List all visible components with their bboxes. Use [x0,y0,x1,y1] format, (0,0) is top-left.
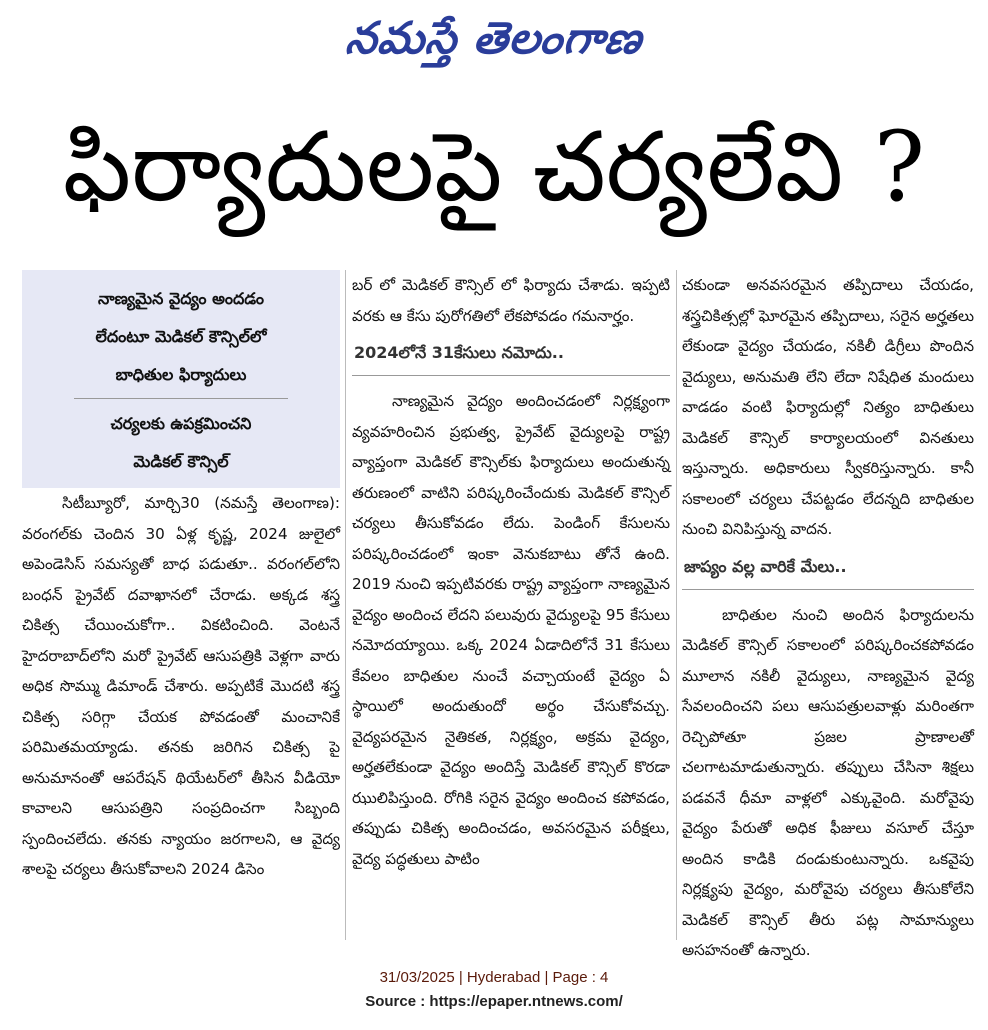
highlight-line: చర్యలకు ఉపక్రమించని [110,414,252,433]
article-paragraph: బర్ లో మెడికల్ కౌన్సిల్ లో ఫిర్యాదు చేశాడు. ఇప్పటి వరకు ఆ కేసు పురోగతిలో లేకపోవడం గమనార్హం. [352,276,670,325]
column-3 [682,270,974,966]
highlight-line: నాణ్యమైన వైద్యం అందడం [97,289,265,308]
subheading-rule [352,375,670,376]
footer-source-line: Source : https://epaper.ntnews.com/ [365,993,623,1010]
masthead-title: నమస్తే తెలంగాణ [343,13,645,64]
footer-date-line: 31/03/2025 | Hyderabad | Page : 4 [379,969,609,986]
headline: ఫిర్యాదులపై చర్యలేవి ? [62,111,926,223]
article-paragraph: సిటీబ్యూరో, మార్చి30 (నమస్తే తెలంగాణ): వరంగల్‌కు చెందిన 30 ఏళ్ల కృష్ణ, 2024 జులైలో అపెండెసిస్ సమస్యతో బాధ పడుతూ.. వరంగల్‌లోని బంధన్ ప్రైవేట్ దవాఖానలో చేరాడు. అక్కడ శస్త్ర చికిత్స చేయించుకోగా.. వికటించింది. వెంటనే హైదరాబాద్‌లోని మరో ప్రైవేట్ ఆసుపత్రికి వెళ్లగా వారు అధిక సొమ్ము డిమాండ్ చేశారు. అప్పటికే మొదటి శస్త్ర చికిత్స సరిగ్గా చేయక పోవడంతో మంచానికే పరిమితమయ్యాడు. తనకు జరిగిన చికిత్స పై అనుమానంతో ఆపరేషన్ థియేటర్‌లో తీసిన వీడియో కావాలని ఆసుపత్రిని సంప్రదించగా సిబ్బంది స్పందించలేదు. తనకు న్యాయం జరగాలని, ఆ వైద్య శాలపై చర్యలు తీసుకోవాలని 2024 డిసెం [22,494,340,878]
highlight-box [22,270,340,488]
column-1 [22,270,340,885]
column-2 [352,270,670,874]
subheading: 2024లోనే 31కేసులు నమోదు.. [354,343,564,362]
masthead-logo [0,8,988,70]
highlight-line: మెడికల్ కౌన్సిల్ [133,452,229,471]
footer [0,966,988,1014]
article-paragraph: చకుండా అనవసరమైన తప్పిదాలు చేయడం, శస్త్రచికిత్సల్లో ఘోరమైన తప్పిదాలు, సరైన అర్హతలు లేకుండా వైద్యం చేయడం, నకిలీ డిగ్రీలు పొందిన వైద్యులు, అనుమతి లేని లేదా నిషేధిత మందులు వాడడం వంటి ఫిర్యాదుల్లో నిత్యం బాధితులు మెడికల్ కౌన్సిల్ కార్యాలయంలో వినతులు ఇస్తున్నారు. అధికారులు స్వీకరిస్తున్నారు. కానీ సకాలంలో చర్యలు చేపట్టడం లేదన్నది బాధితుల నుంచి వినిపిస్తున్న వాదన. [682,276,974,538]
article-paragraph: బాధితుల నుంచి అందిన ఫిర్యాదులను మెడికల్ కౌన్సిల్ సకాలంలో పరిష్కరించకపోవడం మూలాన నకిలీ వైద్యులు, నాణ్యమైన వైద్య సేవలందించని పలు ఆసుపత్రులవాళ్లు మరింతగా రెచ్చిపోతూ ప్రజల ప్రాణాలతో చలగాటమాడుతున్నారు. తప్పులు చేసినా శిక్షలు పడవనే ధీమా వాళ్లలో ఎక్కువైంది. మరోవైపు వైద్యం పేరుతో అధిక ఫీజులు వసూల్ చేస్తూ అందిన కాడికి దండుకుంటున్నారు. ఒకవైపు నిర్లక్ష్యపు వైద్యం, మరోవైపు చర్యలు తీసుకోలేని మెడికల్ కౌన్సిల్ తీరు పట్ల సామాన్యులు అసహనంతో ఉన్నారు. [682,605,974,959]
highlight-line: బాధితుల ఫిర్యాదులు [115,365,247,384]
subheading: జాప్యం వల్ల వారికే మేలు.. [684,556,847,576]
highlight-line: లేదంటూ మెడికల్ కౌన్సిల్‌లో [95,327,267,346]
highlight-divider [74,398,288,399]
subheading-rule [682,589,974,590]
article-paragraph: నాణ్యమైన వైద్యం అందించడంలో నిర్లక్ష్యంగా వ్యవహరించిన ప్రభుత్వ, ప్రైవేట్ వైద్యులపై రాష్ట్ర వ్యాప్తంగా మెడికల్ కౌన్సిల్‌కు ఫిర్యాదులు అందుతున్న తరుణంలో వాటిని పరిష్కరించేందుకు మెడికల్ కౌన్సిల్ చర్యలు తీసుకోవడం లేదు. పెండింగ్ కేసులను పరిష్కరించడంలో ఇంకా వెనుకబాటు తోనే ఉంది. 2019 నుంచి ఇప్పటివరకు రాష్ట్ర వ్యాప్తంగా నాణ్యమైన వైద్యం అందించ లేదని పలువురు వైద్యులపై 95 కేసులు నమోదయ్యాయి. ఒక్క 2024 ఏడాదిలోనే 31 కేసులు కేవలం బాధితుల నుంచే వచ్చాయంటే వైద్యం ఏ స్థాయిలో అందుతుందో అర్థం చేసుకోవచ్చు. వైద్యపరమైన నైతికత, నిర్లక్ష్యం, అక్రమ వైద్యం, అర్హతలేకుండా వైద్యం అందిస్తే మెడికల్ కౌన్సిల్ కొరడా ఝులిపిస్తుంది. రోగికి సరైన వైద్యం అందించ కపోవడం, తప్పుడు చికిత్స అందించడం, అవసరమైన పరీక్షలు, వైద్య పద్ధతులు పాటిం [352,392,670,868]
column-divider [345,270,346,940]
column-divider [676,270,677,940]
